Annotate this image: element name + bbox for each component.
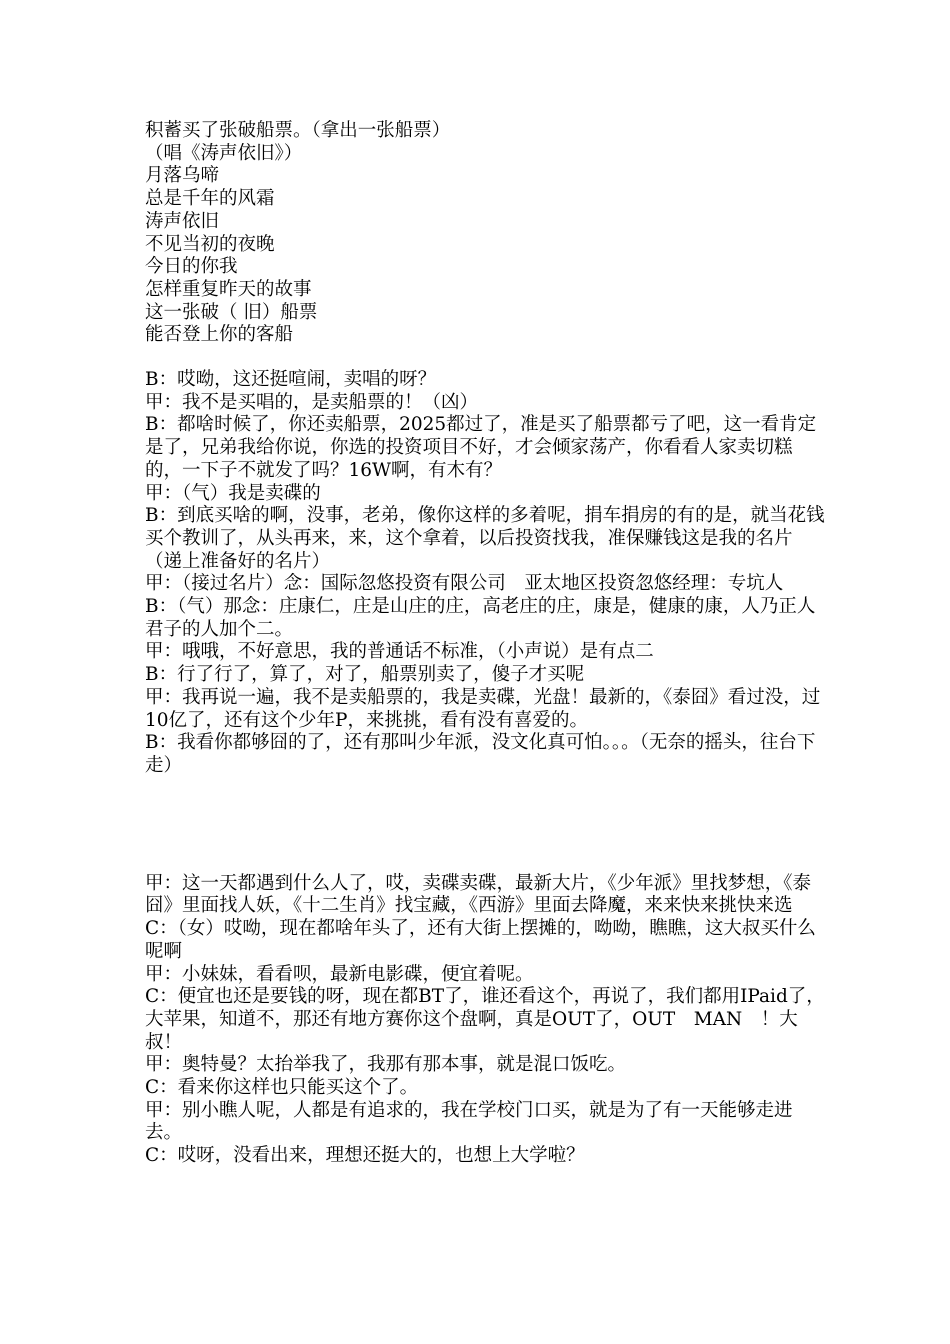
dialogue-paragraph: 甲：（接过名片）念：国际忽悠投资有限公司 亚太地区投资忽悠经理：专坑人 [145, 573, 784, 595]
dialogue-paragraph: 甲：别小瞧人呢，人都是有追求的，我在学校门口买，就是为了有一天能够走进去。 [145, 1099, 793, 1144]
lyric-line: 能否登上你的客船 [145, 324, 294, 346]
lyric-line: 月落乌啼 [145, 165, 220, 187]
blank-lines [145, 778, 825, 873]
dialogue-paragraph: B：都啥时候了，你还卖船票，2025都过了，准是买了船票都亏了吧，这一看肯定是了，兄弟我给你说，你选的投资项目不好，才会倾家荡产，你看看人家卖切糕的，一下子不就发了吗？16W啊，有木有？ [145, 414, 817, 481]
lyric-line: 怎样重复昨天的故事 [145, 278, 312, 300]
dialogue-paragraph: 甲：（气）我是卖碟的 [145, 482, 321, 504]
lyric-line: 总是千年的风霜 [145, 188, 275, 210]
dialogue-section-c [145, 873, 825, 1168]
dialogue-paragraph: C：看来你这样也只能买这个了。 [145, 1077, 419, 1099]
text-line: （唱《涛声依旧》） [145, 142, 303, 164]
dialogue-paragraph: B：哎呦，这还挺喧闹，卖唱的呀？ [145, 369, 437, 391]
text-line: 积蓄买了张破船票。（拿出一张船票） [145, 120, 451, 141]
dialogue-paragraph: 甲：奥特曼？太抬举我了，我那有那本事，就是混口饭吃。 [145, 1054, 627, 1076]
dialogue-paragraph: 甲：哦哦，不好意思，我的普通话不标准，（小声说）是有点二 [145, 641, 654, 663]
dialogue-paragraph: B：我看你都够囧的了，还有那叫少年派，没文化真可怕。。。（无奈的摇头，往台下走） [145, 732, 816, 776]
lyric-line: 这一张破（ 旧）船票 [145, 301, 318, 323]
dialogue-paragraph: B：到底买啥的啊，没事，老弟，像你这样的多着呢，捐车捐房的有的是，就当花钱买个教训了，从头再来，来，这个拿着，以后投资找我，准保赚钱这是我的名片（递上准备好的名片） [145, 505, 825, 572]
lyric-line: 今日的你我 [145, 256, 238, 278]
lyric-line: 不见当初的夜晚 [145, 233, 275, 255]
dialogue-paragraph: B：（气）那念：庄康仁，庄是山庄的庄，高老庄的庄，康是，健康的康，人乃正人君子的人加个二。 [145, 596, 816, 640]
dialogue-paragraph: 甲：小妹妹，看看呗，最新电影碟，便宜着呢。 [145, 963, 534, 985]
lyric-line: 涛声依旧 [145, 210, 220, 232]
song-section [145, 120, 825, 347]
dialogue-paragraph: C：（女）哎呦，现在都啥年头了，还有大街上摆摊的，呦呦，瞧瞧，这大叔买什么呢啊 [145, 918, 816, 962]
document-page [145, 120, 825, 1168]
dialogue-paragraph: 甲：这一天都遇到什么人了，哎，卖碟卖碟，最新大片，《少年派》里找梦想，《泰囧》里面找人妖，《十二生肖》找宝藏，《西游》里面去降魔，来来快来挑快来选 [145, 872, 812, 917]
dialogue-paragraph: 甲：我再说一遍，我不是卖船票的，我是卖碟，光盘！最新的，《泰囧》看过没，过10亿了，还有这个少年P，来挑挑，看有没有喜爱的。 [145, 686, 821, 731]
dialogue-paragraph: C：哎呀，没看出来，理想还挺大的，也想上大学啦？ [145, 1145, 585, 1167]
dialogue-paragraph: B：行了行了，算了，对了，船票别卖了，傻子才买呢 [145, 664, 585, 686]
dialogue-paragraph: 甲：我不是买唱的，是卖船票的！（凶） [145, 391, 479, 413]
dialogue-paragraph: C：便宜也还是要钱的呀，现在都BT了，谁还看这个，再说了，我们都用IPaid了，大苹果，知道不，那还有地方赛你这个盘啊，真是OUT了，OUT MAN ！大叔！ [145, 986, 825, 1053]
blank-line [145, 347, 825, 369]
dialogue-section-b [145, 369, 825, 778]
